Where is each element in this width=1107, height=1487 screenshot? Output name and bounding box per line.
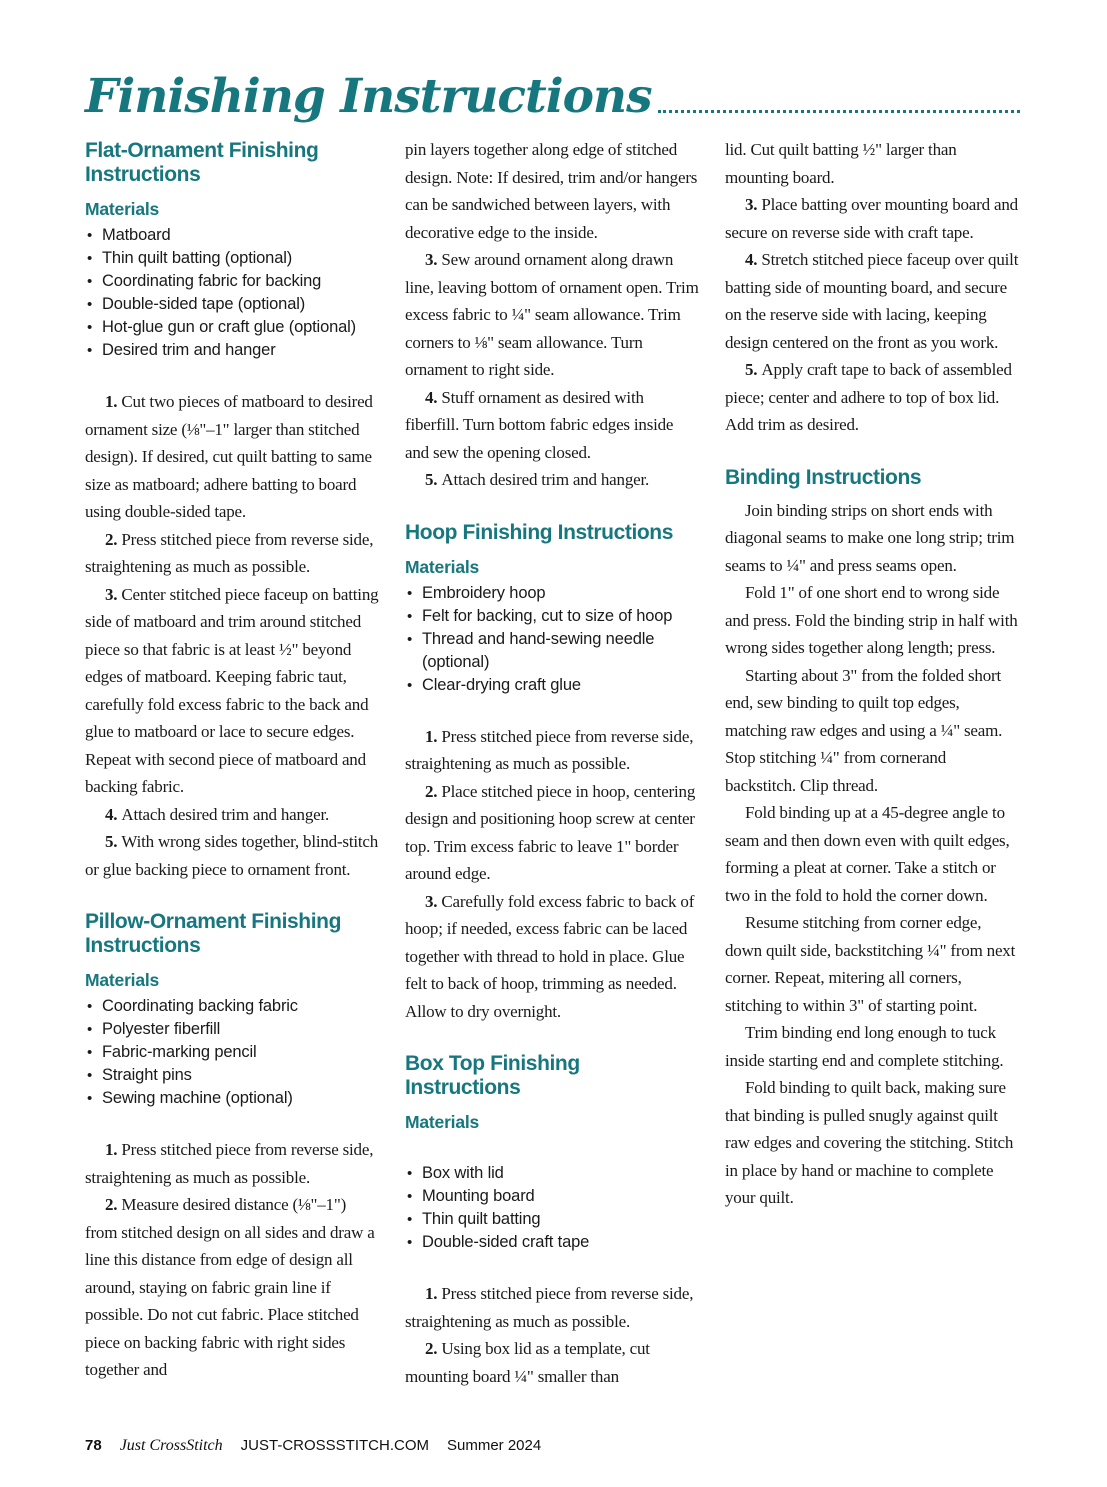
step-number: 4. — [745, 250, 762, 269]
material-item: • Coordinating fabric for backing — [85, 270, 380, 293]
step-number: 5. — [105, 832, 122, 851]
materials-list — [405, 1162, 700, 1254]
section-heading: Pillow-Ornament Finishing Instructions — [85, 910, 342, 957]
section-heading: Flat-Ornament Finishing Instructions — [85, 139, 319, 186]
material-item: • Straight pins — [85, 1064, 380, 1087]
step-number: 2. — [425, 781, 442, 801]
material-item: • Clear-drying craft glue — [405, 674, 700, 697]
paragraph: lid. Cut quilt batting ½" larger than mounting board. — [725, 140, 957, 187]
material-item: • Coordinating backing fabric — [85, 995, 380, 1018]
material-item: • Polyester fiberfill — [85, 1018, 380, 1041]
paragraph: pin layers together along edge of stitched design. Note: If desired, trim and/or hangers can be sandwiched between layers, with decorative edge to the inside. — [405, 140, 698, 242]
step-number: 1. — [425, 1284, 442, 1303]
materials-list — [85, 995, 380, 1110]
step: 3. Carefully fold excess fabric to back of hoop; if needed, excess fabric can be laced together with thread to hold in place. Glue felt to back of hoop, trimming as needed. Allow to dry overnight. — [405, 891, 695, 1021]
materials-heading: Materials — [405, 556, 480, 577]
step-number: 3. — [105, 584, 122, 604]
step-list — [405, 246, 700, 494]
step-number: 3. — [425, 250, 442, 269]
step: 4. Stretch stitched piece faceup over quilt batting side of mounting board, and secure on the reserve side with lacing, keeping design centered on the front as you work. — [725, 250, 1019, 352]
step-number: 3. — [745, 195, 762, 214]
step-number: 4. — [425, 387, 442, 407]
material-item: • Double-sided craft tape — [405, 1231, 700, 1254]
step-number: 4. — [105, 804, 122, 824]
material-item: • Thin quilt batting (optional) — [85, 247, 380, 270]
step-number: 2. — [105, 1195, 122, 1214]
paragraph: Resume stitching from corner edge, down quilt side, backstitching ¼" from next corner. Repeat, mitering all corners, stitching to within 3" of starting point. — [725, 913, 1016, 1015]
page-footer — [85, 1437, 541, 1455]
material-item: • Embroidery hoop — [405, 582, 700, 605]
step-number: 3. — [425, 891, 442, 911]
materials-list — [85, 224, 380, 362]
step-number: 1. — [105, 1140, 122, 1159]
step-list — [85, 388, 380, 883]
step: 3. Sew around ornament along drawn line, leaving bottom of ornament open. Trim excess fabric to ¼" seam allowance. Trim corners to ⅛" seam allowance. Turn ornament to right side. — [405, 250, 699, 379]
step: 2. Using box lid as a template, cut mounting board ¼" smaller than — [405, 1339, 650, 1386]
material-item: • Thin quilt batting — [405, 1208, 700, 1231]
step: 2. Measure desired distance (⅛"–1") from stitched design on all sides and draw a line this distance from edge of design all around, staying on fabric grain line if possible. Do not cut fabric. Place stitched piece on backing fabric with right sides together and — [85, 1195, 375, 1379]
material-item: • Sewing machine (optional) — [85, 1087, 380, 1110]
step: 4. Stuff ornament as desired with fiberfill. Turn bottom fabric edges inside and sew the opening closed. — [405, 387, 674, 462]
materials-heading: Materials — [85, 199, 160, 219]
step-number: 1. — [105, 392, 122, 411]
materials-heading: Materials — [405, 1112, 480, 1132]
material-item: • Fabric-marking pencil — [85, 1041, 380, 1064]
materials-list — [405, 582, 700, 697]
content-columns — [85, 136, 1020, 1438]
step-number: 5. — [745, 360, 762, 379]
dotted-rule — [658, 110, 1020, 113]
step-number: 2. — [425, 1339, 442, 1358]
material-item: • Matboard — [85, 224, 380, 247]
step: 1. Press stitched piece from reverse side, straightening as much as possible. — [405, 726, 694, 773]
step-number: 5. — [425, 470, 442, 489]
paragraph: Trim binding end long enough to tuck inside starting end and complete stitching. — [725, 1023, 1004, 1070]
section-heading: Hoop Finishing Instructions — [405, 520, 674, 544]
material-item: • Double-sided tape (optional) — [85, 293, 380, 316]
step: 2. Place stitched piece in hoop, centering design and positioning hoop screw at center top. Trim excess fabric to leave 1" border around edge. — [405, 781, 696, 883]
section-heading: Binding Instructions — [725, 465, 922, 489]
page-title: Finishing Instructions — [85, 69, 652, 124]
material-item: • Box with lid — [405, 1162, 700, 1185]
text-column-3 — [725, 136, 1020, 1438]
step-list — [85, 1136, 380, 1384]
step-number: 2. — [105, 529, 122, 549]
material-item: • Thread and hand-sewing needle (optional) — [405, 628, 700, 674]
paragraph: Fold binding to quilt back, making sure that binding is pulled snugly against quilt raw edges and covering the stitching. Stitch in place by hand or machine to complete your quilt. — [725, 1078, 1014, 1207]
step-number: 1. — [425, 726, 442, 746]
section-heading: Box Top Finishing Instructions — [405, 1052, 580, 1099]
step-list — [405, 1280, 700, 1390]
issue-label: Summer 2024 — [447, 1437, 542, 1454]
materials-heading: Materials — [85, 970, 160, 990]
text-column-1 — [85, 136, 380, 1438]
step: 3. Center stitched piece faceup on batting side of matboard and trim around stitched piece so that fabric is at least ½" beyond edges of matboard. Keeping fabric taut, carefully fold excess fabric to the back and glue to matboard or lace to secure edges. Repeat with second piece of matboard and backing fabric. — [85, 584, 379, 796]
step: 3. Place batting over mounting board and secure on reverse side with craft tape. — [725, 195, 1018, 242]
material-item: • Hot-glue gun or craft glue (optional) — [85, 316, 380, 339]
material-item: • Mounting board — [405, 1185, 700, 1208]
page-header — [85, 44, 1020, 124]
paragraph: Fold 1" of one short end to wrong side and press. Fold the binding strip in half with wrong sides together along length; press. — [725, 583, 1018, 657]
step-list — [405, 723, 700, 1026]
step: 1. Press stitched piece from reverse side, straightening as much as possible. — [85, 1140, 374, 1187]
step: 4. Attach desired trim and hanger. — [105, 804, 330, 824]
step: 5. With wrong sides together, blind-stitch or glue backing piece to ornament front. — [85, 832, 379, 879]
step-list — [725, 191, 1020, 439]
material-item: • Felt for backing, cut to size of hoop — [405, 605, 700, 628]
step: 5. Apply craft tape to back of assembled piece; center and adhere to top of box lid. Add trim as desired. — [725, 360, 1012, 434]
magazine-name: Just CrossStitch — [119, 1437, 223, 1454]
paragraph: Starting about 3" from the folded short end, sew binding to quilt top edges, matching raw edges and using a ¼" seam. Stop stitching ¼" from cornerand backstitch. Clip thread. — [725, 665, 1003, 795]
paragraph: Fold binding up at a 45-degree angle to seam and then down even with quilt edges, forming a pleat at corner. Take a stitch or two in the fold to hold the corner down. — [725, 803, 1010, 905]
website-text: JUST-CROSSSTITCH.COM — [240, 1437, 429, 1454]
page-number: 78 — [85, 1437, 102, 1454]
material-item: • Desired trim and hanger — [85, 339, 380, 362]
paragraph: Join binding strips on short ends with diagonal seams to make one long strip; trim seams to ¼" and press seams open. — [725, 500, 1015, 575]
text-column-2 — [405, 136, 700, 1438]
step: 1. Press stitched piece from reverse side, straightening as much as possible. — [405, 1284, 694, 1331]
step: 1. Cut two pieces of matboard to desired ornament size (⅛"–1" larger than stitched design). If desired, cut quilt batting to same size as matboard; adhere batting to board using double-sided tape. — [85, 392, 373, 521]
step: 5. Attach desired trim and hanger. — [425, 470, 650, 489]
step: 2. Press stitched piece from reverse side, straightening as much as possible. — [85, 529, 374, 576]
